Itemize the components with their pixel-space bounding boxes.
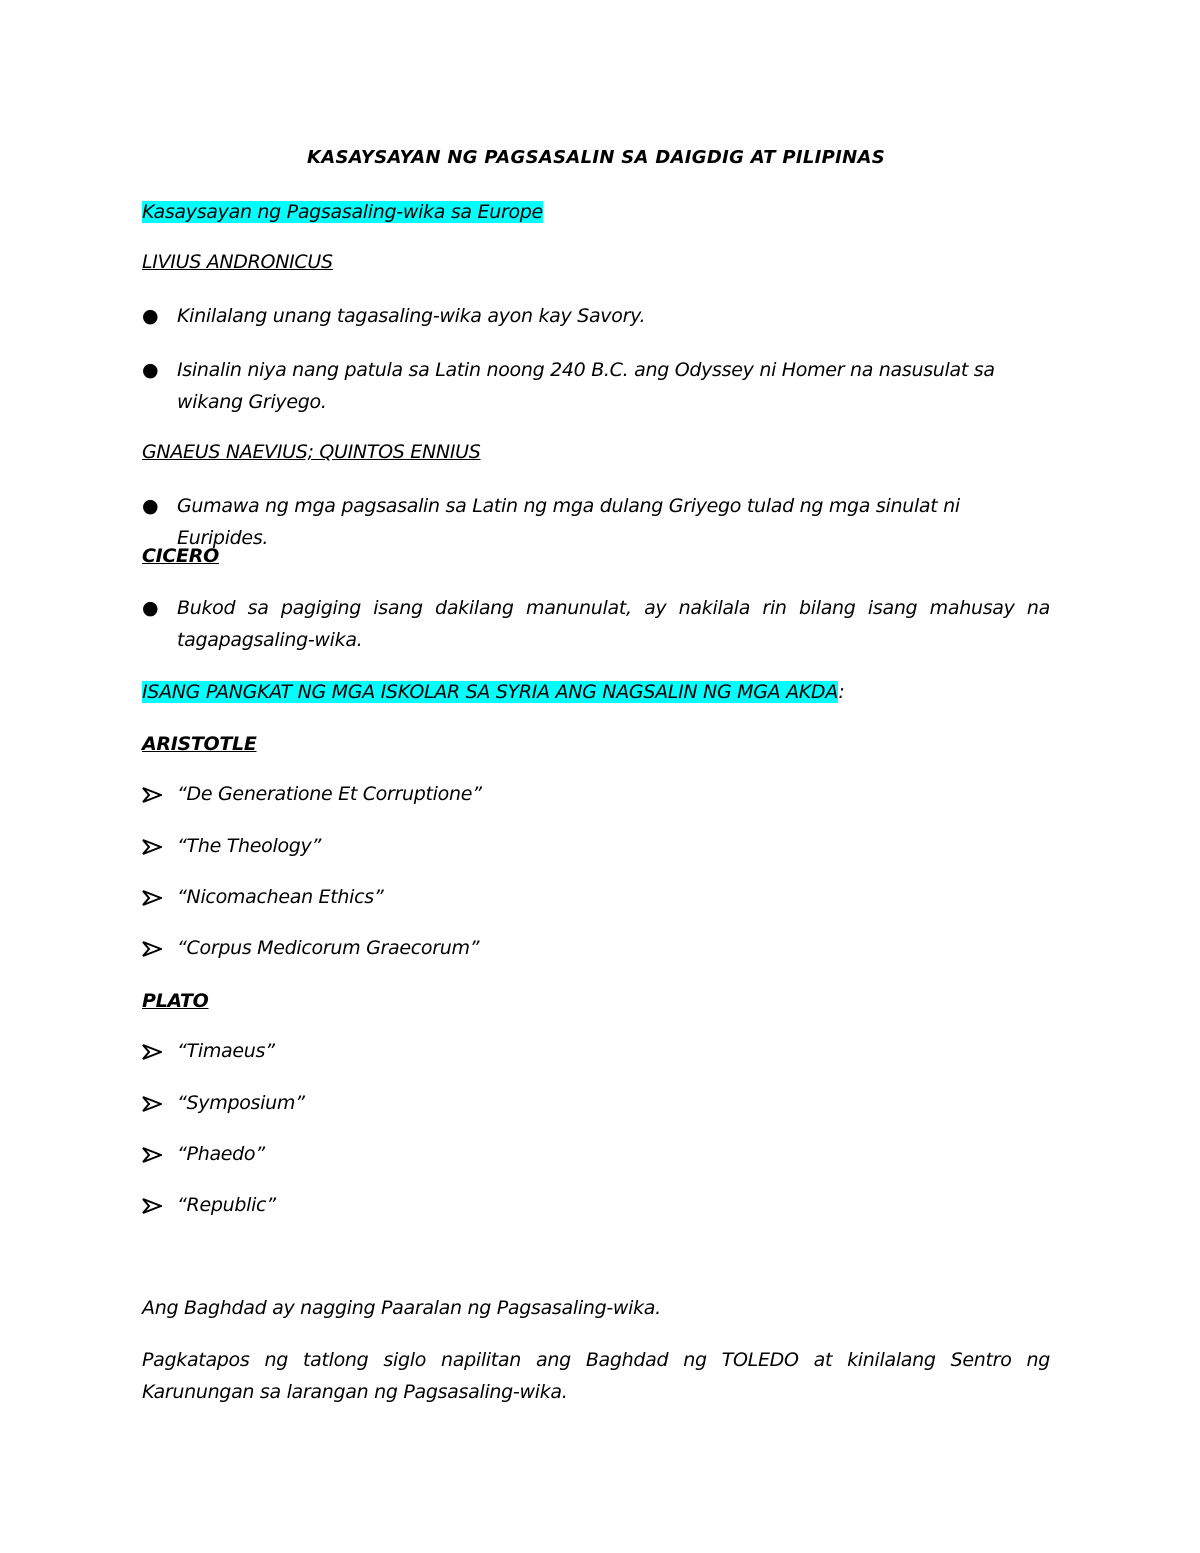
arrow-bullet-icon xyxy=(142,778,166,810)
list-item xyxy=(142,1087,1050,1119)
list-item-text: “Symposium” xyxy=(177,1092,305,1114)
section-heading-syria xyxy=(142,676,1050,708)
list-item xyxy=(142,778,1050,810)
list-item xyxy=(142,1138,1050,1170)
list-item xyxy=(142,932,1050,964)
list-item-text: Kinilalang unang tagasaling-wika ayon kay Savory. xyxy=(177,305,646,327)
arrow-bullet-icon xyxy=(142,881,166,913)
list-item-text: “The Theology” xyxy=(177,835,322,857)
list-item xyxy=(142,592,1050,656)
list-item-text: Gumawa ng mga pagsasalin sa Latin ng mga dulang Griyego tulad ng mga sinulat ni Euripides. xyxy=(177,495,960,549)
page-title: KASAYSAYAN NG PAGSASALIN SA DAIGDIG AT PILIPINAS xyxy=(306,147,886,168)
arrow-bullet-icon xyxy=(142,1035,166,1067)
heading-aristotle: ARISTOTLE xyxy=(142,733,257,755)
list-item xyxy=(142,354,1050,418)
section-heading-syria-colon: : xyxy=(838,681,845,703)
paragraph-baghdad: Ang Baghdad ay nagging Paaralan ng Pagsasaling-wika. xyxy=(142,1297,661,1319)
arrow-bullet-icon xyxy=(142,830,166,862)
section-heading-europe xyxy=(142,196,1050,228)
heading-cicero: CICERO xyxy=(142,545,219,567)
list-item-text: “Corpus Medicorum Graecorum” xyxy=(177,937,480,959)
list-item xyxy=(142,830,1050,862)
list-item-text: “De Generatione Et Corruptione” xyxy=(177,783,482,805)
list-item-text: Isinalin niya nang patula sa Latin noong 240 B.C. ang Odyssey ni Homer na nasusulat sa wikang Griyego. xyxy=(177,359,995,413)
arrow-bullet-icon xyxy=(142,1087,166,1119)
list-item xyxy=(142,300,1050,332)
bullet-dot-icon: ● xyxy=(142,597,159,619)
heading-gnaeus-quintos: GNAEUS NAEVIUS; QUINTOS ENNIUS xyxy=(142,441,481,463)
list-item-text: “Phaedo” xyxy=(177,1143,265,1165)
list-item xyxy=(142,1189,1050,1221)
bullet-dot-icon: ● xyxy=(142,495,159,517)
list-item-text: Bukod sa pagiging isang dakilang manunulat, ay nakilala rin bilang isang mahusay na tagapagsaling-wika. xyxy=(177,597,1050,651)
list-item-text: “Timaeus” xyxy=(177,1040,275,1062)
arrow-bullet-icon xyxy=(142,1189,166,1221)
heading-plato: PLATO xyxy=(142,990,209,1012)
arrow-bullet-icon xyxy=(142,932,166,964)
bullet-dot-icon: ● xyxy=(142,359,159,381)
list-item-text: “Republic” xyxy=(177,1194,276,1216)
arrow-bullet-icon xyxy=(142,1138,166,1170)
heading-livius: LIVIUS ANDRONICUS xyxy=(142,251,333,273)
paragraph-toledo: Pagkatapos ng tatlong siglo napilitan ang Baghdad ng TOLEDO at kinilalang Sentro ng Karunungan sa larangan ng Pagsasaling-wika. xyxy=(142,1349,1050,1403)
list-item-text: “Nicomachean Ethics” xyxy=(177,886,384,908)
list-item xyxy=(142,881,1050,913)
list-item xyxy=(142,1035,1050,1067)
section-heading-europe-text: Kasaysayan ng Pagsasaling-wika sa Europe xyxy=(142,201,543,223)
bullet-dot-icon: ● xyxy=(142,305,159,327)
section-heading-syria-text: ISANG PANGKAT NG MGA ISKOLAR SA SYRIA ANG NAGSALIN NG MGA AKDA xyxy=(142,681,839,703)
